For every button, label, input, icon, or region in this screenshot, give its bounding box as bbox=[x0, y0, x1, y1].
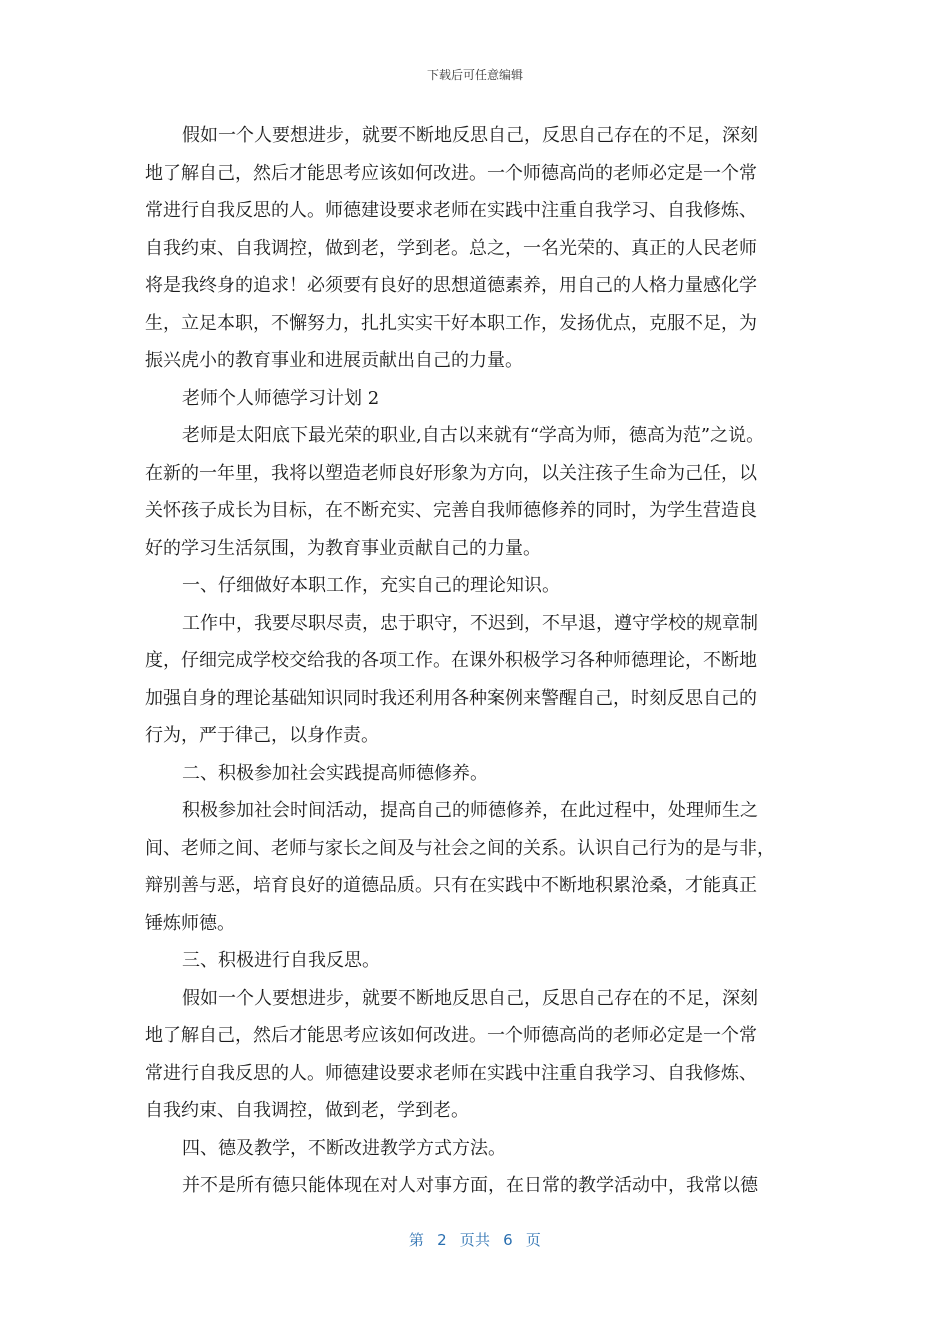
text-line: 老师是太阳底下最光荣的职业,自古以来就有“学高为师，德高为范”之说。 bbox=[182, 425, 765, 446]
text-line: 常进行自我反思的人。师德建设要求老师在实践中注重自我学习、自我修炼、 bbox=[145, 1062, 757, 1084]
text-line: 在新的一年里，我将以塑造老师良好形象为方向，以关注孩子生命为己任，以 bbox=[145, 462, 757, 484]
text-line: 地了解自己，然后才能思考应该如何改进。一个师德高尚的老师必定是一个常 bbox=[145, 1025, 757, 1046]
text-line: 行为，严于律己，以身作责。 bbox=[145, 725, 379, 746]
document-body bbox=[145, 117, 807, 1205]
text-line: 振兴虎小的教育事业和进展贡献出自己的力量。 bbox=[145, 350, 523, 371]
text-line: 加强自身的理论基础知识同时我还利用各种案例来警醒自己，时刻反思自己的 bbox=[145, 687, 757, 709]
section-heading: 二、积极参加社会实践提高师德修养。 bbox=[182, 762, 488, 784]
footer-word-ye-gong: 页共 bbox=[459, 1231, 491, 1249]
text-line: 假如一个人要想进步，就要不断地反思自己，反思自己存在的不足，深刻 bbox=[182, 125, 758, 146]
text-line: 关怀孩子成长为目标，在不断充实、完善自我师德修养的同时，为学生营造良 bbox=[145, 500, 757, 521]
text-line: 积极参加社会时间活动，提高自己的师德修养，在此过程中，处理师生之 bbox=[182, 800, 758, 821]
text-line: 辩别善与恶，培育良好的道德品质。只有在实践中不断地积累沧桑，才能真正 bbox=[145, 875, 757, 896]
section-heading: 一、仔细做好本职工作，充实自己的理论知识。 bbox=[182, 575, 560, 596]
text-line: 将是我终身的追求！必须要有良好的思想道德素养，用自己的人格力量感化学 bbox=[145, 275, 757, 296]
footer-word-ye: 页 bbox=[525, 1231, 542, 1249]
footer-word-di: 第 bbox=[408, 1231, 425, 1249]
footer-page-total: 6 bbox=[503, 1231, 513, 1249]
text-line: 常进行自我反思的人。师德建设要求老师在实践中注重自我学习、自我修炼、 bbox=[145, 200, 757, 221]
text-line: 度，仔细完成学校交给我的各项工作。在课外积极学习各种师德理论，不断地 bbox=[145, 650, 757, 671]
text-line: 自我约束、自我调控，做到老，学到老。 bbox=[145, 1100, 469, 1121]
footer-page-current: 2 bbox=[437, 1231, 447, 1249]
section-heading: 三、积极进行自我反思。 bbox=[182, 950, 380, 971]
text-line: 工作中，我要尽职尽责，忠于职守，不迟到，不早退，遵守学校的规章制 bbox=[182, 612, 758, 634]
text-line: 间、老师之间、老师与家长之间及与社会之间的关系。认识自己行为的是与非， bbox=[145, 837, 775, 859]
text-line: 并不是所有德只能体现在对人对事方面，在日常的教学活动中，我常以德 bbox=[182, 1175, 758, 1196]
page-number-footer bbox=[0, 1229, 950, 1250]
text-line: 生，立足本职，不懈努力，扎扎实实干好本职工作，发扬优点，克服不足，为 bbox=[145, 312, 757, 334]
text-line: 锤炼师德。 bbox=[145, 912, 235, 934]
text-line: 假如一个人要想进步，就要不断地反思自己，反思自己存在的不足，深刻 bbox=[182, 987, 758, 1009]
section-heading: 四、德及教学，不断改进教学方式方法。 bbox=[182, 1137, 506, 1159]
text-line: 自我约束、自我调控，做到老，学到老。总之，一名光荣的、真正的人民老师 bbox=[145, 237, 757, 259]
header-note: 下载后可任意编辑 bbox=[426, 68, 523, 82]
text-line: 地了解自己，然后才能思考应该如何改进。一个师德高尚的老师必定是一个常 bbox=[145, 162, 757, 184]
section-title: 老师个人师德学习计划 2 bbox=[182, 387, 380, 409]
text-line: 好的学习生活氛围，为教育事业贡献自己的力量。 bbox=[145, 537, 541, 559]
